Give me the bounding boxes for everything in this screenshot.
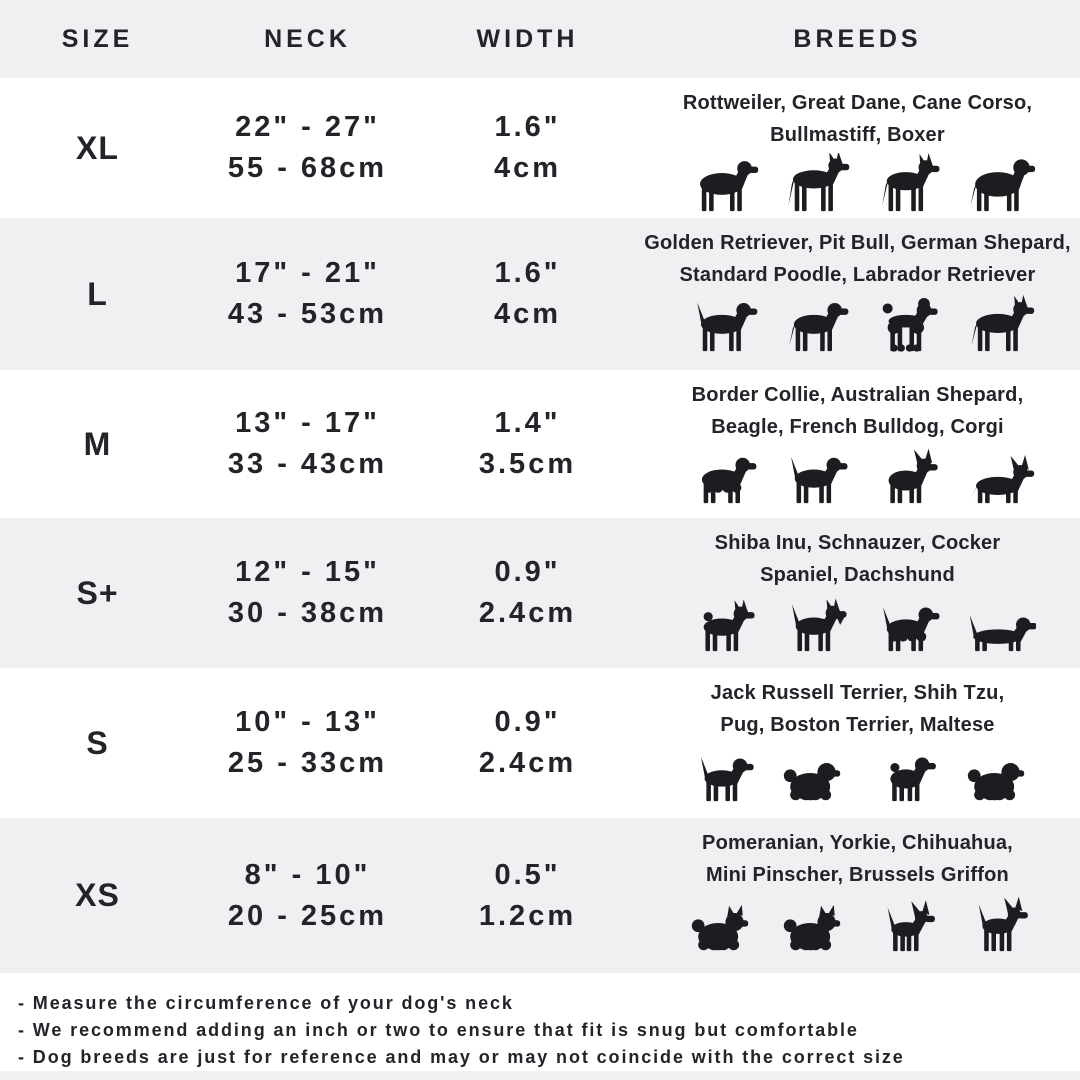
- table-header: [0, 0, 1080, 78]
- width-centimeters: 4cm: [493, 298, 562, 330]
- breed-names-line: Pomeranian, Yorkie, Chihuahua,: [702, 832, 1013, 854]
- size-label: S+: [76, 574, 119, 611]
- dog-silhouettes: [680, 445, 1036, 505]
- width-centimeters: 1.2cm: [478, 899, 577, 932]
- width-inches: 0.9": [494, 706, 561, 738]
- breed-names-line: Pug, Boston Terrier, Maltese: [720, 714, 995, 736]
- width-inches: 0.5": [494, 858, 561, 891]
- breeds-cell: [635, 668, 1080, 818]
- note-recommend: - We recommend adding an inch or two to ensure that fit is snug but comfortable: [18, 1020, 859, 1040]
- column-header-width: WIDTH: [476, 24, 579, 53]
- size-label: S: [86, 724, 109, 761]
- note-disclaimer: - Dog breeds are just for reference and may or may not coincide with the correct size: [18, 1047, 905, 1067]
- column-header-size: SIZE: [61, 24, 134, 53]
- size-label: M: [83, 425, 112, 462]
- size-row-S: [0, 668, 1080, 818]
- neck-measurement: [195, 855, 420, 937]
- breed-names-line: Beagle, French Bulldog, Corgi: [711, 416, 1004, 438]
- size-row-S+: [0, 518, 1080, 668]
- neck-measurement: [195, 253, 420, 335]
- column-header-neck: NECK: [264, 24, 351, 53]
- column-header-breeds: BREEDS: [793, 24, 922, 53]
- width-centimeters: 2.4cm: [478, 597, 577, 629]
- chihuahua-icon: [864, 893, 944, 953]
- neck-inches: 13" - 17": [235, 407, 380, 439]
- width-inches: 1.4": [494, 407, 561, 439]
- neck-centimeters: 55 - 68cm: [227, 152, 388, 184]
- size-row-XS: [0, 818, 1080, 973]
- dog-silhouettes: [680, 293, 1036, 353]
- cane-corso-icon: [864, 153, 944, 213]
- dog-silhouettes: [680, 743, 1036, 803]
- jack-russell-icon: [680, 743, 760, 803]
- bullmastiff-icon: [956, 153, 1036, 213]
- neck-measurement: [195, 702, 420, 784]
- table-body: [0, 78, 1080, 973]
- mini-pinscher-icon: [956, 893, 1036, 953]
- breed-names-line: Rottweiler, Great Dane, Cane Corso,: [682, 92, 1033, 114]
- breed-names-line: Standard Poodle, Labrador Retriever: [679, 264, 1036, 286]
- breeds-cell: [635, 218, 1080, 370]
- neck-inches: 12" - 15": [235, 556, 380, 588]
- neck-measurement: [195, 107, 420, 189]
- neck-inches: 8" - 10": [244, 858, 371, 891]
- breed-names-line: Border Collie, Australian Shepard,: [691, 384, 1024, 406]
- width-measurement: [420, 552, 635, 634]
- width-inches: 1.6": [494, 111, 561, 143]
- width-measurement: [420, 855, 635, 937]
- bottom-strip: [0, 1071, 1080, 1080]
- breed-names-line: Jack Russell Terrier, Shih Tzu,: [710, 682, 1005, 704]
- yorkie-icon: [772, 893, 852, 953]
- cocker-spaniel-icon: [864, 593, 944, 653]
- shih-tzu-icon: [772, 743, 852, 803]
- beagle-icon: [772, 445, 852, 505]
- width-measurement: [420, 403, 635, 485]
- width-measurement: [420, 107, 635, 189]
- neck-inches: 10" - 13": [235, 706, 380, 738]
- corgi-icon: [956, 445, 1036, 505]
- australian-shepherd-icon: [680, 445, 760, 505]
- size-row-M: [0, 370, 1080, 518]
- maltese-icon: [956, 743, 1036, 803]
- dog-silhouettes: [680, 153, 1036, 213]
- size-label: XL: [76, 129, 119, 166]
- width-measurement: [420, 253, 635, 335]
- note-measure: - Measure the circumference of your dog's neck: [18, 993, 514, 1013]
- width-inches: 1.6": [494, 257, 561, 289]
- dog-silhouettes: [680, 593, 1036, 653]
- neck-centimeters: 33 - 43cm: [227, 448, 388, 480]
- neck-inches: 17" - 21": [235, 257, 380, 289]
- neck-centimeters: 30 - 38cm: [227, 597, 388, 629]
- poodle-icon: [864, 293, 944, 353]
- width-measurement: [420, 702, 635, 784]
- neck-inches: 22" - 27": [235, 111, 380, 143]
- width-centimeters: 3.5cm: [478, 448, 577, 480]
- size-label: L: [87, 275, 108, 312]
- breeds-cell: [635, 818, 1080, 973]
- german-shepherd-icon: [956, 293, 1036, 353]
- dog-silhouettes: [680, 893, 1036, 953]
- size-row-L: [0, 218, 1080, 370]
- neck-centimeters: 43 - 53cm: [227, 298, 388, 330]
- breeds-cell: [635, 518, 1080, 668]
- breed-names-line: Spaniel, Dachshund: [760, 564, 955, 586]
- breed-names-line: Golden Retriever, Pit Bull, German Shepard,: [644, 232, 1071, 254]
- width-inches: 0.9": [494, 556, 561, 588]
- pomeranian-icon: [680, 893, 760, 953]
- neck-measurement: [195, 403, 420, 485]
- size-label: XS: [75, 877, 120, 913]
- dachshund-icon: [956, 593, 1036, 653]
- breeds-cell: [635, 370, 1080, 518]
- french-bulldog-icon: [864, 445, 944, 505]
- schnauzer-icon: [772, 593, 852, 653]
- width-centimeters: 4cm: [493, 152, 562, 184]
- golden-retriever-icon: [680, 293, 760, 353]
- labrador-icon: [772, 293, 852, 353]
- width-centimeters: 2.4cm: [478, 747, 577, 779]
- breed-names-line: Shiba Inu, Schnauzer, Cocker: [714, 532, 1001, 554]
- notes-section: [0, 973, 1080, 1071]
- rottweiler-icon: [680, 153, 760, 213]
- neck-centimeters: 25 - 33cm: [227, 747, 388, 779]
- breed-names-line: Bullmastiff, Boxer: [770, 124, 945, 146]
- breeds-cell: [635, 78, 1080, 218]
- shiba-inu-icon: [680, 593, 760, 653]
- size-row-XL: [0, 78, 1080, 218]
- neck-measurement: [195, 552, 420, 634]
- breed-names-line: Mini Pinscher, Brussels Griffon: [706, 864, 1009, 886]
- great-dane-icon: [772, 153, 852, 213]
- neck-centimeters: 20 - 25cm: [227, 899, 388, 932]
- pug-icon: [864, 743, 944, 803]
